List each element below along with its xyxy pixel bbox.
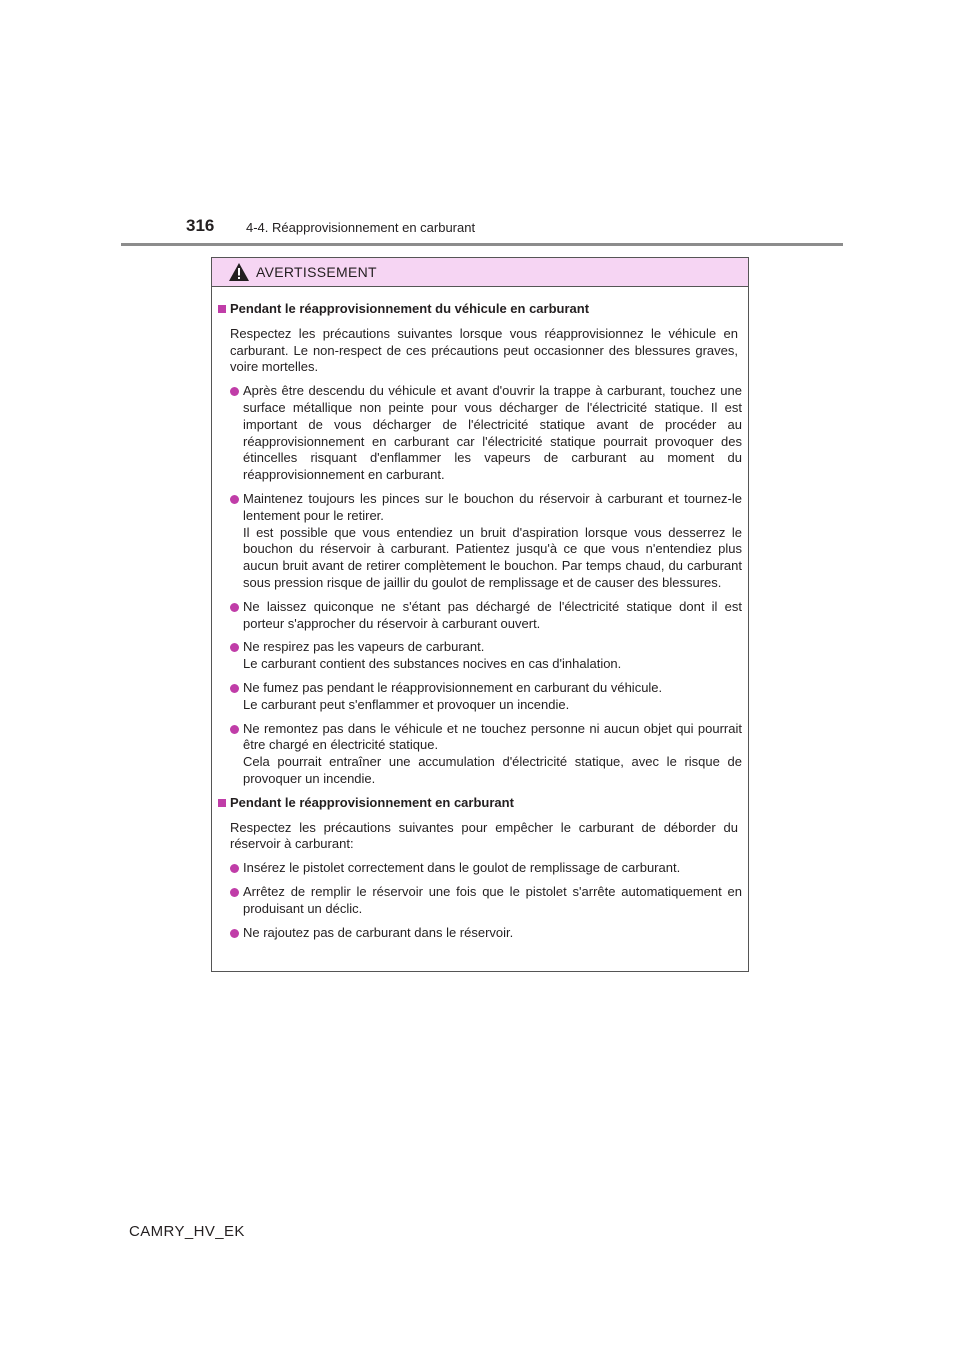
header-rule <box>121 243 843 246</box>
bullet-paragraph: Ne remontez pas dans le véhicule et ne touchez personne ni aucun objet qui pourrait être chargé en électricité statique. <box>243 720 742 753</box>
section-heading-text: Pendant le réapprovisionnement en carburant <box>230 794 514 810</box>
bullet-text <box>243 884 742 918</box>
bullet-text <box>243 599 742 633</box>
round-bullet-icon <box>230 495 239 504</box>
section-heading <box>218 301 742 318</box>
bullet-text <box>243 721 742 788</box>
section-intro: Respectez les précautions suivantes pour empêcher le carburant de déborder du réservoir à carburant: <box>230 819 738 852</box>
round-bullet-icon <box>230 725 239 734</box>
bullet-text <box>243 925 742 942</box>
warning-section <box>218 795 742 942</box>
bullet-paragraph: Le carburant contient des substances nocives en cas d'inhalation. <box>243 656 622 672</box>
section-heading-text: Pendant le réapprovisionnement du véhicule en carburant <box>230 301 590 316</box>
bullet-item <box>218 925 742 942</box>
round-bullet-icon <box>230 603 239 612</box>
footer-code: CAMRY_HV_EK <box>129 1223 245 1240</box>
bullet-paragraph: Ne respirez pas les vapeurs de carburant. <box>243 639 485 655</box>
bullet-paragraph: Insérez le pistolet correctement dans le goulot de remplissage de carburant. <box>243 860 681 876</box>
section-heading <box>218 795 742 812</box>
square-bullet-icon <box>218 799 226 807</box>
round-bullet-icon <box>230 684 239 693</box>
round-bullet-icon <box>230 643 239 652</box>
bullet-item <box>218 491 742 592</box>
warning-header <box>212 258 748 287</box>
bullet-item <box>218 680 742 714</box>
bullet-text <box>243 383 742 484</box>
warning-triangle-icon <box>228 262 250 282</box>
section-title: 4-4. Réapprovisionnement en carburant <box>246 220 476 235</box>
bullet-item <box>218 383 742 484</box>
bullet-item <box>218 721 742 788</box>
bullet-paragraph: Ne laissez quiconque ne s'étant pas déchargé de l'électricité statique dont il est porteur s'approcher du réservoir à carburant ouvert. <box>243 598 742 631</box>
round-bullet-icon <box>230 387 239 396</box>
bullet-item <box>218 860 742 877</box>
bullet-item <box>218 884 742 918</box>
warning-label: AVERTISSEMENT <box>256 264 377 280</box>
bullet-paragraph: Maintenez toujours les pinces sur le bouchon du réservoir à carburant et tournez-le lentement pour le retirer. <box>243 490 742 523</box>
bullet-paragraph: Il est possible que vous entendiez un bruit d'aspiration lorsque vous desserrez le bouchon du réservoir à carburant. Patientez jusqu'à ce que vous n'entendiez plus aucun bruit avant de retirer complètement le bouchon. Par temps chaud, du carburant sous pression risque de jaillir du goulot de remplissage et de causer des blessures. <box>243 524 742 590</box>
bullet-text <box>243 860 742 877</box>
square-bullet-icon <box>218 305 226 313</box>
bullet-paragraph: Après être descendu du véhicule et avant d'ouvrir la trappe à carburant, touchez une surface métallique non peinte pour vous décharger de l'électricité statique. Il est important de vous décharger de l'électricité statique avant de procéder au réapprovisionnement en carburant car l'électricité statique pourrait provoquer des étincelles risquant d'enflammer les vapeurs de carburant au moment du réapprovisionnement en carburant. <box>243 383 742 483</box>
section-intro: Respectez les précautions suivantes lorsque vous réapprovisionnez le véhicule en carburant. Le non-respect de ces précautions peut occasionner des blessures graves, voire mortelles. <box>230 325 738 375</box>
bullet-paragraph: Le carburant peut s'enflammer et provoquer un incendie. <box>243 696 570 712</box>
warning-section <box>218 301 742 788</box>
warning-box <box>211 257 749 972</box>
bullet-text <box>243 639 742 673</box>
round-bullet-icon <box>230 888 239 897</box>
bullet-text <box>243 680 742 714</box>
bullet-paragraph: Arrêtez de remplir le réservoir une fois que le pistolet s'arrête automatiquement en produisant un déclic. <box>243 883 742 916</box>
bullet-item <box>218 639 742 673</box>
bullet-paragraph: Ne fumez pas pendant le réapprovisionnement en carburant du véhicule. <box>243 679 663 695</box>
bullet-paragraph: Cela pourrait entraîner une accumulation d'électricité statique, avec le risque de provoquer un incendie. <box>243 754 742 786</box>
round-bullet-icon <box>230 929 239 938</box>
page-number: 316 <box>186 216 215 235</box>
round-bullet-icon <box>230 864 239 873</box>
bullet-item <box>218 599 742 633</box>
bullet-text <box>243 491 742 592</box>
warning-body <box>212 287 748 941</box>
bullet-paragraph: Ne rajoutez pas de carburant dans le réservoir. <box>243 924 514 940</box>
